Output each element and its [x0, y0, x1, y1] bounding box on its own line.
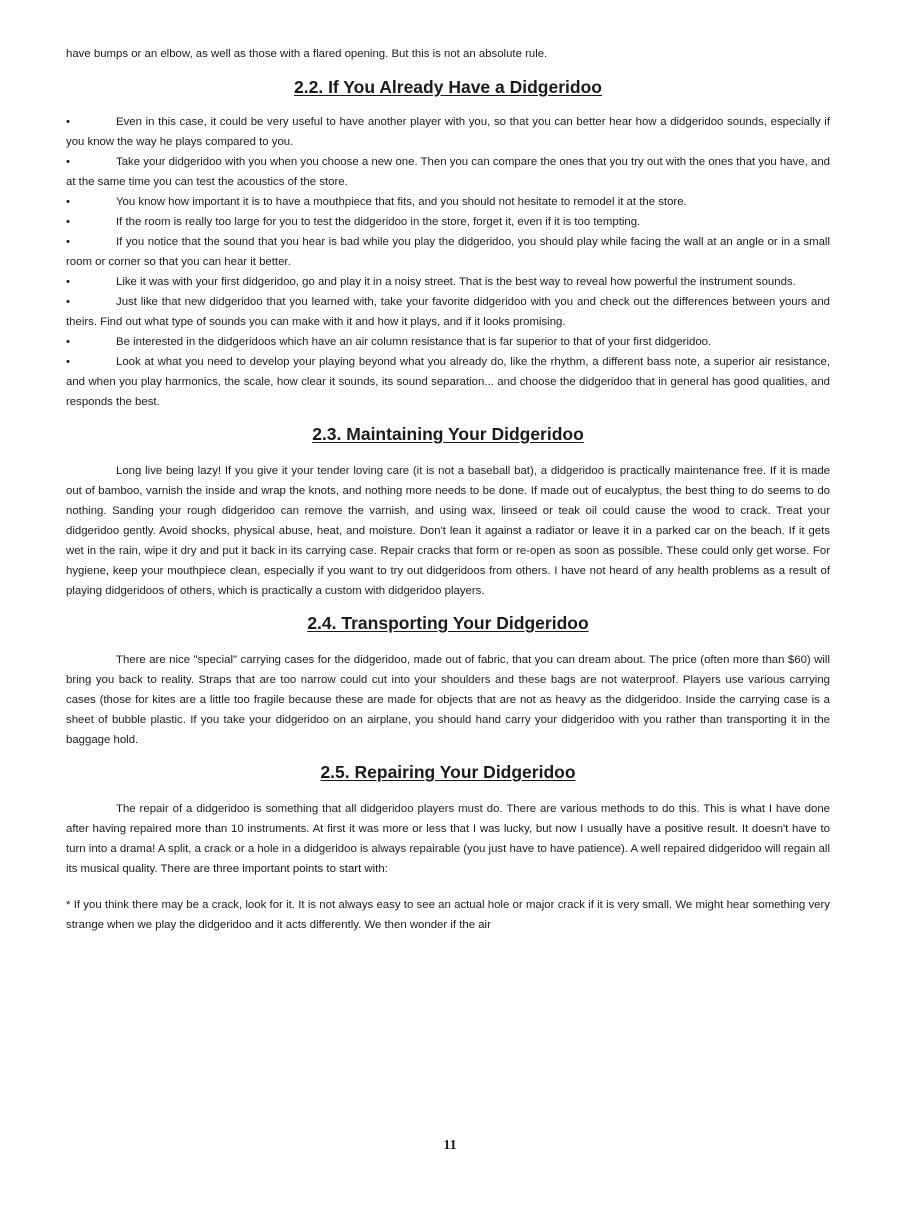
- list-item: [66, 232, 830, 272]
- page-number: 11: [443, 1138, 457, 1153]
- list-item: [66, 152, 830, 192]
- list-item: [66, 212, 830, 232]
- section-paragraph-2-4: There are nice "special" carrying cases for the didgeridoo, made out of fabric, that you can dream about. The price (often more than $60) will bring you back to reality. Straps that are too narrow could cut into your shoulders and these bags are not waterproof. Players use various carrying cases (those for kites are a little too fragile because these are made for objects that are not as heavy as the didgeridoo. Inside the carrying case is a sheet of bubble plastic. If you take your didgeridoo on an airplane, you should hand carry your didgeridoo with you rather than transporting it in the baggage hold.: [66, 654, 830, 746]
- list-item: [66, 112, 830, 152]
- bullet-icon: •: [66, 356, 70, 368]
- bullet-icon: •: [66, 236, 70, 248]
- intro-text: have bumps or an elbow, as well as those with a flared opening. But this is not an absolute rule.: [66, 48, 548, 60]
- section-heading-2-5: 2.5. Repairing Your Didgeridoo: [320, 762, 576, 782]
- bullet-icon: •: [66, 116, 70, 128]
- section-paragraph-2-5: The repair of a didgeridoo is something that all didgeridoo players must do. There are various methods to do this. This is what I have done after having repaired more than 10 instruments. At first it was more or less that I was lucky, but now I usually have a positive result. It doesn't have to turn into a drama! A split, a crack or a hole in a didgeridoo is always repairable (you just have to have patience). A well repaired didgeridoo will regain all its musical quality. There are three important points to start with:: [66, 803, 830, 875]
- section-heading-2-2: 2.2. If You Already Have a Didgeridoo: [294, 77, 602, 97]
- list-item-text: If the room is really too large for you to test the didgeridoo in the store, forget it, even if it is too tempting.: [116, 216, 641, 228]
- bullet-icon: •: [66, 336, 70, 348]
- list-item-text: Look at what you need to develop your playing beyond what you already do, like the rhythm, a different bass note, a superior air resistance, and when you play harmonics, the scale, how clear it sounds, its sound separation... and choose the didgeridoo that in general has good qualities, and responds the best.: [66, 356, 830, 408]
- list-item-text: You know how important it is to have a mouthpiece that fits, and you should not hesitate to remodel it at the store.: [116, 196, 687, 208]
- list-item: [66, 192, 830, 212]
- list-item: [66, 332, 830, 352]
- list-item-text: If you notice that the sound that you hear is bad while you play the didgeridoo, you should play while facing the wall at an angle or in a small room or corner so that you can hear it better.: [66, 236, 830, 268]
- section-note-2-5: * If you think there may be a crack, look for it. It is not always easy to see an actual hole or major crack if it is very small. We might hear something very strange when we play the didgeridoo and it acts differently. We then wonder if the air: [66, 899, 830, 931]
- list-item-text: Just like that new didgeridoo that you learned with, take your favorite didgeridoo with you and check out the differences between yours and theirs. Find out what type of sounds you can make with it and how it plays, and if it looks promising.: [66, 296, 830, 328]
- list-item-text: Be interested in the didgeridoos which have an air column resistance that is far superior to that of your first didgeridoo.: [116, 336, 712, 348]
- document-page: [66, 44, 830, 935]
- bullet-icon: •: [66, 156, 70, 168]
- bullet-icon: •: [66, 216, 70, 228]
- list-item-text: Like it was with your first didgeridoo, go and play it in a noisy street. That is the best way to reveal how powerful the instrument sounds.: [116, 276, 796, 288]
- list-item: [66, 292, 830, 332]
- section-heading-2-3: 2.3. Maintaining Your Didgeridoo: [312, 424, 584, 444]
- bullet-icon: •: [66, 196, 70, 208]
- list-item: [66, 352, 830, 412]
- bullet-list: [66, 112, 830, 412]
- list-item: [66, 272, 830, 292]
- section-heading-2-4: 2.4. Transporting Your Didgeridoo: [307, 613, 589, 633]
- list-item-text: Even in this case, it could be very useful to have another player with you, so that you can better hear how a didgeridoo sounds, especially if you know the way he plays compared to you.: [66, 116, 830, 148]
- bullet-icon: •: [66, 296, 70, 308]
- section-paragraph-2-3: Long live being lazy! If you give it your tender loving care (it is not a baseball bat), a didgeridoo is practically maintenance free. If it is made out of bamboo, varnish the inside and wrap the knots, and nothing more needs to be done. If made out of eucalyptus, the best thing to do seems to do nothing. Sanding your rough didgeridoo can remove the varnish, and using wax, linseed or teak oil could cause the wood to crack. Treat your didgeridoo gently. Avoid shocks, physical abuse, heat, and moisture. Don't lean it against a radiator or leave it in a parked car on the beach. If it gets wet in the rain, wipe it dry and put it back in its carrying case. Repair cracks that form or re-open as soon as possible. These could only get worse. For hygiene, keep your mouthpiece clean, especially if you want to try out didgeridoos from others. I have not heard of any health problems as a result of playing didgeridoos of others, which is practically a custom with didgeridoo players.: [66, 465, 830, 597]
- list-item-text: Take your didgeridoo with you when you choose a new one. Then you can compare the ones that you try out with the ones that you have, and at the same time you can test the acoustics of the store.: [66, 156, 830, 188]
- bullet-icon: •: [66, 276, 70, 288]
